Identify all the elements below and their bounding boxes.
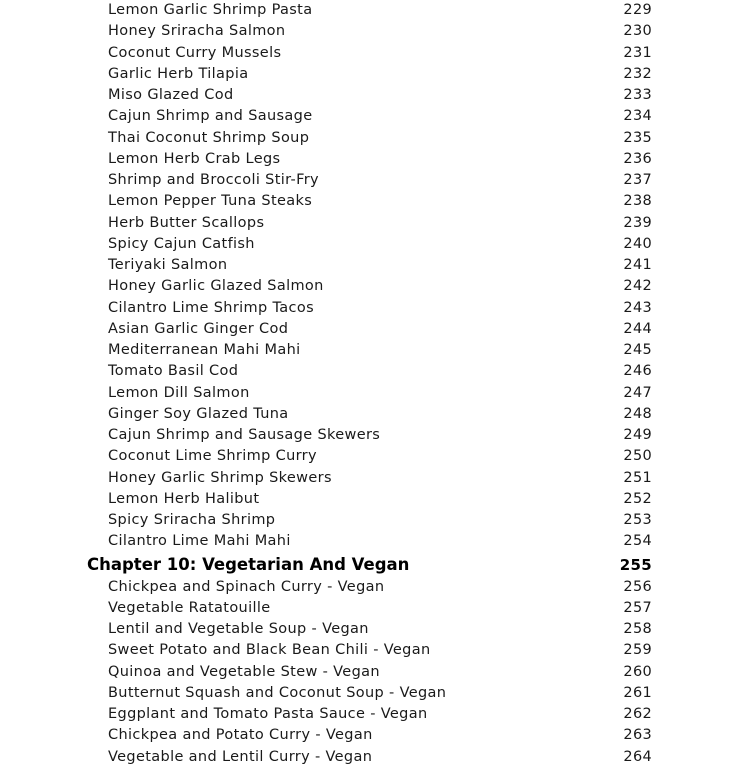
entry-title: Lemon Herb Halibut (108, 490, 260, 507)
toc-entry[interactable] (0, 340, 739, 361)
toc-entry[interactable] (0, 683, 739, 704)
toc-entry[interactable] (0, 704, 739, 725)
entry-title: Thai Coconut Shrimp Soup (108, 129, 310, 146)
entry-title: Lemon Dill Salmon (108, 384, 250, 401)
toc-entry[interactable] (0, 21, 739, 42)
entry-page-number: 237 (623, 172, 652, 188)
entry-page-number: 235 (623, 129, 652, 146)
toc-entry[interactable] (0, 361, 739, 382)
entry-title: Tomato Basil Cod (108, 363, 239, 380)
toc-entry[interactable] (0, 298, 739, 319)
entry-title: Mediterranean Mahi Mahi (108, 342, 301, 358)
entry-page-number: 243 (623, 299, 652, 316)
toc-entry[interactable] (0, 662, 739, 683)
toc-entry[interactable] (0, 170, 739, 191)
toc-entry[interactable] (0, 149, 739, 170)
entry-page-number: 233 (623, 87, 652, 103)
entry-page-number: 251 (623, 469, 652, 486)
entry-page-number: 249 (623, 427, 652, 443)
entry-page-number: 247 (623, 384, 652, 401)
entry-page-number: 253 (623, 512, 652, 528)
entry-page-number: 256 (623, 578, 652, 595)
chapter-page-number: 255 (619, 555, 652, 574)
toc-entry[interactable] (0, 85, 739, 106)
entry-title: Chickpea and Potato Curry - Vegan (108, 727, 373, 744)
toc-entry[interactable] (0, 106, 739, 127)
entry-title: Cajun Shrimp and Sausage (108, 108, 313, 125)
toc-entry[interactable] (0, 725, 739, 746)
entry-title: Cilantro Lime Mahi Mahi (108, 533, 291, 550)
toc-entry[interactable] (0, 489, 739, 510)
entry-title: Cajun Shrimp and Sausage Skewers (108, 427, 381, 443)
entry-title: Asian Garlic Ginger Cod (108, 320, 289, 337)
entry-title: Chickpea and Spinach Curry - Vegan (108, 578, 385, 595)
entry-page-number: 258 (623, 621, 652, 637)
entry-title: Lemon Herb Crab Legs (108, 150, 281, 167)
toc-entry[interactable] (0, 213, 739, 234)
entry-title: Eggplant and Tomato Pasta Sauce - Vegan (108, 706, 428, 722)
entry-page-number: 242 (623, 278, 652, 295)
entry-title: Lentil and Vegetable Soup - Vegan (108, 621, 369, 637)
entry-page-number: 260 (623, 663, 652, 680)
entry-title: Spicy Cajun Catfish (108, 235, 255, 252)
entry-title: Honey Garlic Glazed Salmon (108, 278, 324, 295)
toc-entry[interactable] (0, 43, 739, 64)
entry-title: Vegetable Ratatouille (108, 599, 271, 616)
toc-entry[interactable] (0, 255, 739, 276)
toc-entry[interactable] (0, 577, 739, 598)
entry-page-number: 250 (623, 448, 652, 465)
entry-page-number: 238 (623, 193, 652, 210)
entry-page-number: 261 (623, 684, 652, 701)
toc-entry[interactable] (0, 276, 739, 297)
entry-page-number: 239 (623, 214, 652, 231)
entry-page-number: 246 (623, 363, 652, 380)
toc-entry[interactable] (0, 425, 739, 446)
toc-entry[interactable] (0, 404, 739, 425)
entry-title: Honey Sriracha Salmon (108, 23, 286, 40)
entry-title: Ginger Soy Glazed Tuna (108, 405, 289, 422)
entry-title: Shrimp and Broccoli Stir-Fry (108, 172, 319, 188)
chapter-title: Chapter 10: Vegetarian And Vegan (87, 554, 410, 574)
toc-entry[interactable] (0, 64, 739, 85)
toc-entry[interactable] (0, 619, 739, 640)
toc-entry[interactable] (0, 640, 739, 661)
toc-entry[interactable] (0, 191, 739, 212)
entry-title: Lemon Pepper Tuna Steaks (108, 193, 313, 210)
entry-title: Lemon Garlic Shrimp Pasta (108, 2, 313, 18)
entry-page-number: 254 (623, 533, 652, 550)
entry-page-number: 262 (623, 706, 652, 722)
entry-title: Honey Garlic Shrimp Skewers (108, 469, 332, 486)
entry-title: Coconut Lime Shrimp Curry (108, 448, 317, 465)
toc-entry[interactable] (0, 446, 739, 467)
entry-page-number: 229 (623, 2, 652, 18)
entry-page-number: 257 (623, 599, 652, 616)
entry-page-number: 232 (623, 65, 652, 82)
entry-title: Miso Glazed Cod (108, 87, 234, 103)
entry-page-number: 259 (623, 642, 652, 659)
toc-entry[interactable] (0, 0, 739, 21)
entry-page-number: 240 (623, 235, 652, 252)
entry-title: Spicy Sriracha Shrimp (108, 512, 276, 528)
entry-title: Garlic Herb Tilapia (108, 65, 249, 82)
toc-entry[interactable] (0, 383, 739, 404)
entry-title: Herb Butter Scallops (108, 214, 265, 231)
entry-page-number: 234 (623, 108, 652, 125)
toc-entry[interactable] (0, 234, 739, 255)
entry-page-number: 264 (623, 748, 652, 765)
entry-page-number: 236 (623, 150, 652, 167)
toc-entry[interactable] (0, 510, 739, 531)
entry-page-number: 241 (623, 257, 652, 273)
entry-title: Quinoa and Vegetable Stew - Vegan (108, 663, 380, 680)
toc-entry[interactable] (0, 598, 739, 619)
entry-page-number: 245 (623, 342, 652, 358)
chapter-heading[interactable] (0, 553, 739, 577)
entry-title: Vegetable and Lentil Curry - Vegan (108, 748, 373, 765)
entry-page-number: 230 (623, 23, 652, 40)
toc-entry[interactable] (0, 531, 739, 552)
entry-title: Teriyaki Salmon (108, 257, 228, 273)
entry-title: Coconut Curry Mussels (108, 44, 282, 61)
toc-entry[interactable] (0, 128, 739, 149)
entry-title: Butternut Squash and Coconut Soup - Vegan (108, 684, 447, 701)
entry-page-number: 244 (623, 320, 652, 337)
entry-page-number: 263 (623, 727, 652, 744)
entry-title: Cilantro Lime Shrimp Tacos (108, 299, 314, 316)
entry-page-number: 248 (623, 405, 652, 422)
toc-entry[interactable] (0, 319, 739, 340)
toc-entry[interactable] (0, 468, 739, 489)
entry-page-number: 231 (623, 44, 652, 61)
entry-title: Sweet Potato and Black Bean Chili - Vegan (108, 642, 431, 659)
entry-page-number: 252 (623, 490, 652, 507)
toc-entry[interactable] (0, 747, 739, 768)
